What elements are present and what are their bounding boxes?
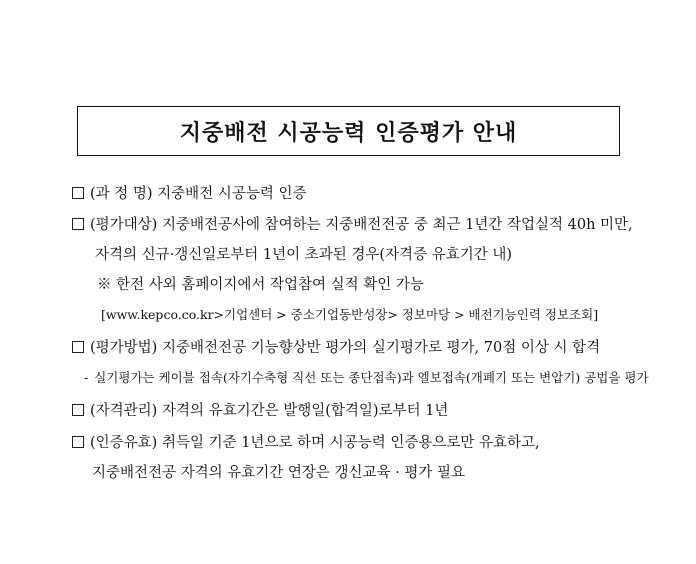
- method-sub: 실기평가는 케이블 접속(자기수축형 직선 또는 종단접속)과 엘보접속(개폐기 또는 변압기) 공법을 평가: [94, 370, 649, 385]
- dash-mark: -: [84, 370, 89, 385]
- title-box: [77, 106, 620, 156]
- method-text: 지중배전전공 기능향상반 평가의 실기평가로 평가, 70점 이상 시 합격: [161, 340, 601, 356]
- item-validity: [72, 431, 540, 452]
- checkbox-square-icon: [72, 341, 84, 353]
- target-note-row: [97, 273, 424, 294]
- target-path-row: [101, 305, 598, 323]
- checkbox-square-icon: [72, 404, 84, 416]
- target-line1: 지중배전공사에 참여하는 지중배전전공 중 최근 1년간 작업실적 40h 미만,: [161, 217, 633, 233]
- kepco-path: [www.kepco.co.kr>기업센터 > 중소기업동반성장> 정보마당 > 배전기능인력 정보조회]: [101, 307, 599, 322]
- course-label: (과 정 명): [90, 186, 153, 202]
- target-line2: 자격의 신규·갱신일로부터 1년이 초과된 경우(자격증 유효기간 내): [95, 247, 512, 263]
- item-course: [72, 182, 306, 203]
- page-title: 지중배전 시공능력 인증평가 안내: [179, 120, 518, 146]
- target-note: 한전 사외 홈페이지에서 작업참여 실적 확인 가능: [116, 277, 424, 293]
- course-text: 지중배전 시공능력 인증: [157, 186, 307, 202]
- validity-line1: 취득일 기준 1년으로 하며 시공능력 인증용으로만 유효하고,: [161, 435, 540, 451]
- validity-line2-row: [92, 461, 465, 482]
- target-line2-row: [95, 243, 512, 264]
- validity-label: (인증유효): [90, 435, 158, 451]
- item-target: [72, 213, 633, 234]
- checkbox-square-icon: [72, 187, 84, 199]
- management-label: (자격관리): [90, 403, 158, 419]
- item-method: [72, 336, 600, 357]
- note-mark: ※: [97, 277, 112, 293]
- item-management: [72, 399, 448, 420]
- checkbox-square-icon: [72, 218, 84, 230]
- management-text: 자격의 유효기간은 발행일(합격일)로부터 1년: [161, 403, 449, 419]
- method-sub-row: [84, 368, 649, 386]
- checkbox-square-icon: [72, 436, 84, 448]
- validity-line2: 지중배전전공 자격의 유효기간 연장은 갱신교육 · 평가 필요: [92, 465, 466, 481]
- target-label: (평가대상): [90, 217, 158, 233]
- method-label: (평가방법): [90, 340, 158, 356]
